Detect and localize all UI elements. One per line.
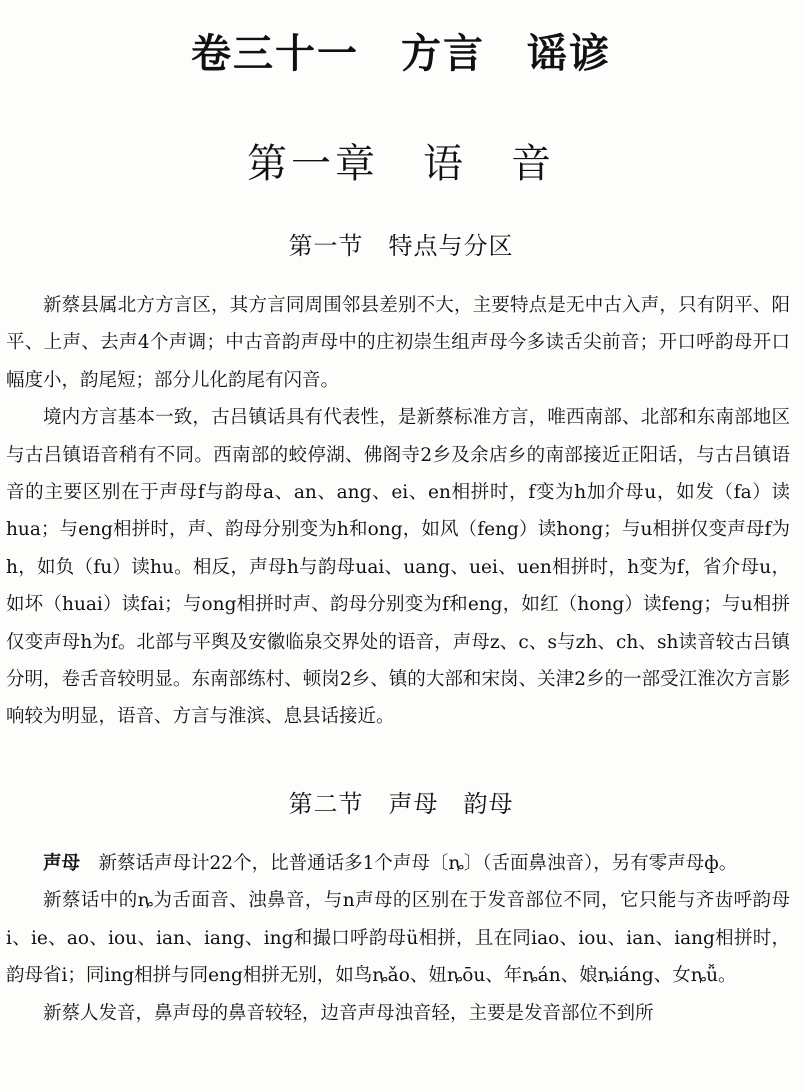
paragraph: 新蔡话中的ȵ为舌面音、浊鼻音，与n声母的区别在于发音部位不同，它只能与齐齿呼韵母i、ie、ao、iou、ian、iang、ing和撮口呼韵母ü相拼，且在同iao、iou、ian、iang相拼时，韵母省i；同ing相拼与同eng相拼无别，如鸟ȵǎo、妞ȵōu、年ȵán、娘ȵiáng、女ȵǚ。 <box>6 890 790 987</box>
paragraph-lead-label: 声母 <box>43 853 81 874</box>
volume-title: 卷三十一 方言 谣谚 <box>191 31 611 77</box>
paragraph <box>6 845 790 882</box>
paragraph-lead-text: 新蔡话声母计22个，比普通话多1个声母〔ȵ〕（舌面鼻浊音），另有零声母ф。 <box>98 853 738 874</box>
section-title: 第二节 声母 韵母 <box>288 790 514 818</box>
chapter-title: 第一章 语 音 <box>247 141 555 187</box>
paragraph: 新蔡县属北方方言区，其方言同周围邻县差别不大，主要特点是无中古入声，只有阴平、阳平、上声、去声4个声调；中古音韵声母中的庄初崇生组声母今多读舌尖前音；开口呼韵母开口幅度小，韵尾短；部分儿化韵尾有闪音。 <box>6 295 790 391</box>
paragraph: 新蔡人发音，鼻声母的鼻音较轻，边音声母浊音轻，主要是发音部位不到所 <box>43 1002 654 1024</box>
paragraph: 境内方言基本一致，古吕镇话具有代表性，是新蔡标准方言，唯西南部、北部和东南部地区与古吕镇语音稍有不同。西南部的蛟停湖、佛阁寺2乡及余店乡的南部接近正阳话，与古吕镇语音的主要区别在于声母f与韵母a、an、ang、ei、en相拼时，f变为h加介母u，如发（fa）读hua；与eng相拼时，声、韵母分别变为h和ong，如风（feng）读hong；与u相拼仅变声母f为h，如负（fu）读hu。相反，声母h与韵母uai、uang、uei、uen相拼时，h变为f，省介母u，如坏（huai）读fai；与ong相拼时声、韵母分别变为f和eng，如红（hong）读feng；与u相拼仅变声母h为f。北部与平舆及安徽临泉交界处的语音，声母z、c、s与zh、ch、sh读音较古吕镇分明，卷舌音较明显。东南部练村、顿岗2乡、镇的大部和宋岗、关津2乡的一部受江淮次方言影响较为明显，语音、方言与淮滨、息县话接近。 <box>6 407 790 728</box>
section-title: 第一节 特点与分区 <box>288 232 514 260</box>
section-body <box>6 287 790 736</box>
section-body <box>6 845 790 1032</box>
